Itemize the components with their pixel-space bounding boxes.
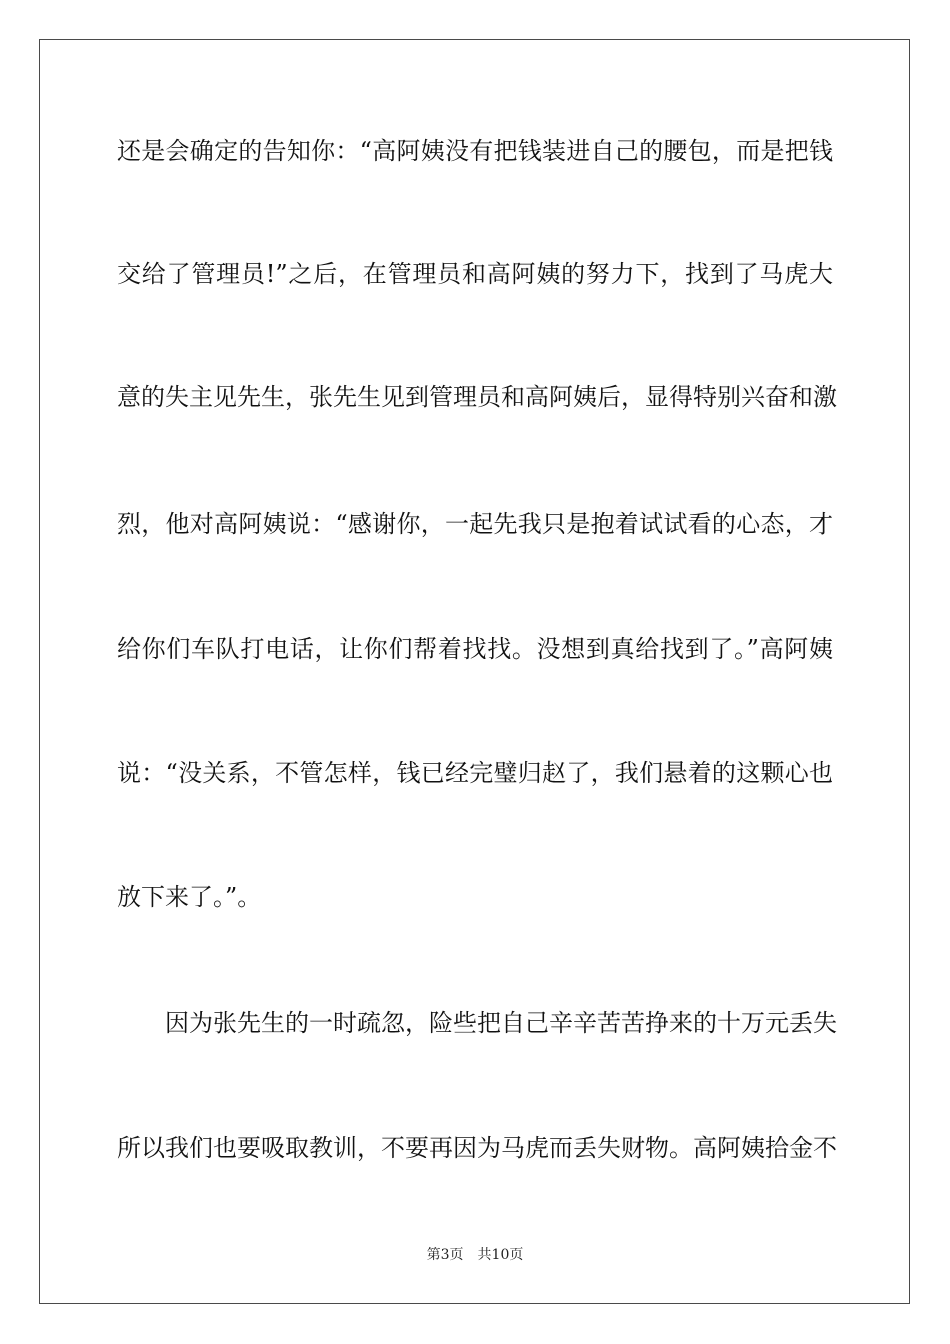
paragraph-first-line: 因为张先生的一时疏忽，险些把自己辛辛苦苦挣来的十万元丢失 — [165, 1009, 837, 1037]
body-text-line: 还是会确定的告知你：“高阿姨没有把钱装进自己的腰包，而是把钱 — [117, 137, 833, 165]
body-text-line: 所以我们也要吸取教训，不要再因为马虎而丢失财物。高阿姨拾金不 — [117, 1134, 837, 1162]
body-text-line: 意的失主见先生，张先生见到管理员和高阿姨后，显得特别兴奋和激 — [117, 383, 837, 411]
page-total: 共10页 — [477, 1247, 524, 1263]
page-number: 第3页 — [426, 1247, 464, 1263]
page-border — [39, 39, 910, 1304]
body-text-line: 给你们车队打电话，让你们帮着找找。没想到真给找到了。”高阿姨 — [117, 635, 833, 663]
body-text-line: 放下来了。”。 — [117, 883, 262, 911]
body-text-line: 烈，他对高阿姨说：“感谢你，一起先我只是抱着试试看的心态，才 — [117, 510, 833, 538]
page-footer — [0, 1246, 950, 1264]
body-text-line: 交给了管理员!”之后，在管理员和高阿姨的努力下，找到了马虎大 — [117, 260, 833, 288]
body-text-line: 说：“没关系，不管怎样，钱已经完璧归赵了，我们悬着的这颗心也 — [117, 759, 833, 787]
